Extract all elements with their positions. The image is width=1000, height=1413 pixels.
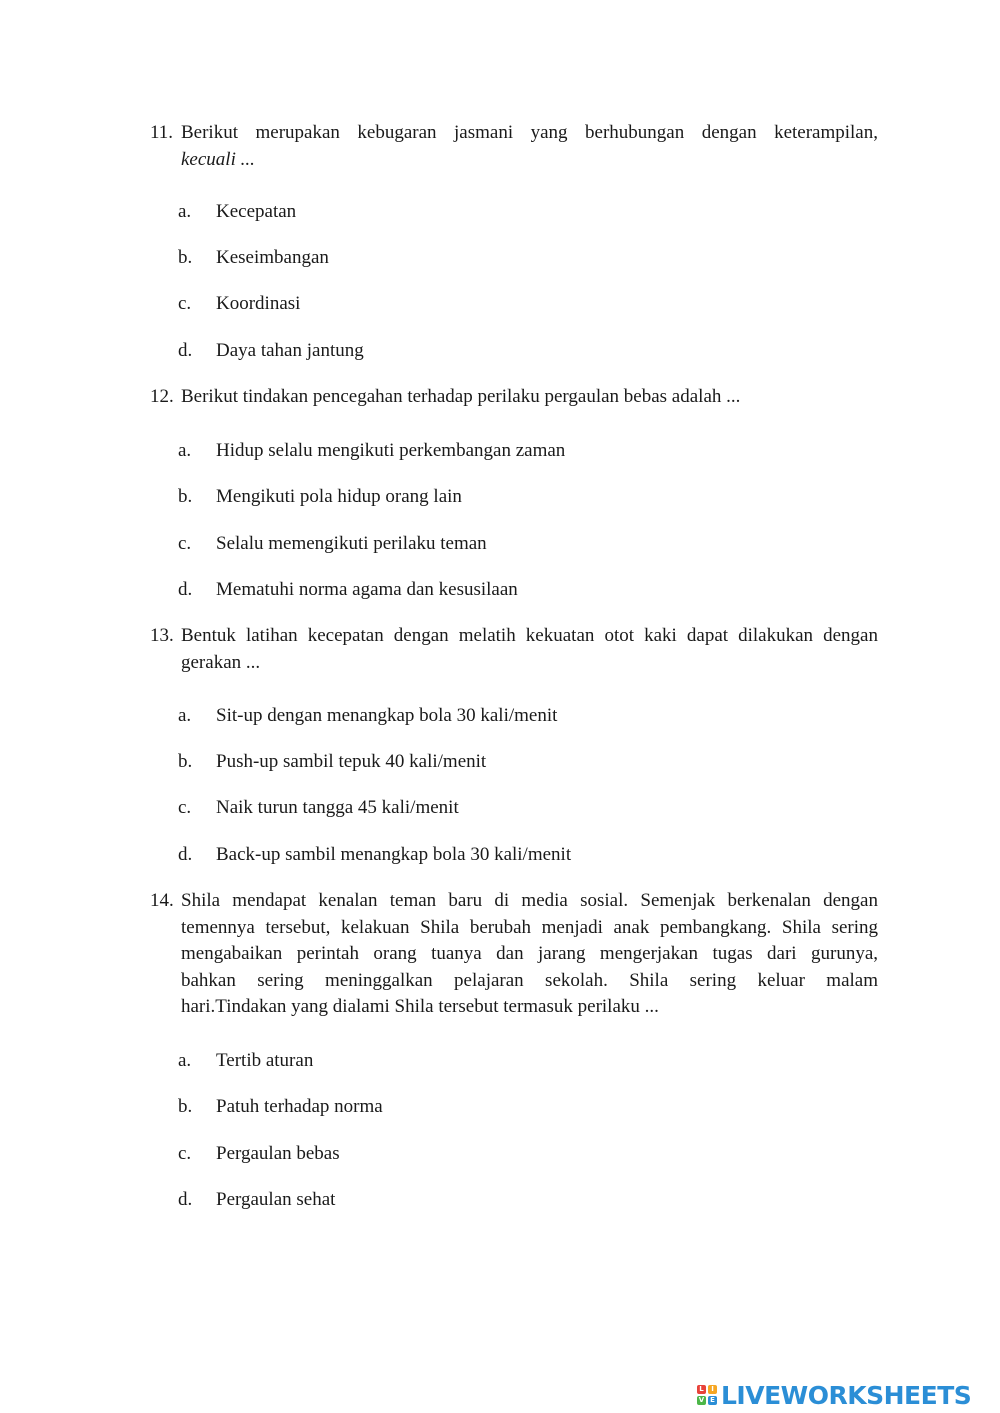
question-stem-line: Berikut tindakan pencegahan terhadap perilaku pergaulan bebas adalah ... <box>181 386 741 407</box>
option-letter: b. <box>178 751 193 772</box>
question-stem <box>181 120 878 173</box>
option-letter: a. <box>178 705 192 726</box>
question-number: 13. <box>150 625 174 646</box>
question-stem-line: hari.Tindakan yang dialami Shila tersebut termasuk perilaku ... <box>181 996 659 1017</box>
option-text: Push-up sambil tepuk 40 kali/menit <box>216 751 487 772</box>
option-text: Koordinasi <box>216 293 301 314</box>
option-text: Naik turun tangga 45 kali/menit <box>216 797 459 818</box>
option-text: Pergaulan sehat <box>216 1189 336 1210</box>
question-12 <box>150 384 878 411</box>
option-text: Selalu memengikuti perilaku teman <box>216 533 487 554</box>
liveworksheets-logo-icon <box>697 1385 717 1405</box>
option-text: Back-up sambil menangkap bola 30 kali/menit <box>216 844 572 865</box>
option-11-c[interactable] <box>178 291 300 317</box>
option-text: Hidup selalu mengikuti perkembangan zaman <box>216 440 566 461</box>
question-stem <box>181 384 878 411</box>
option-letter: a. <box>178 440 192 461</box>
option-13-c[interactable] <box>178 795 459 821</box>
logo-icon-tile: E <box>708 1396 717 1405</box>
option-letter: d. <box>178 1189 193 1210</box>
liveworksheets-logo[interactable] <box>697 1380 971 1410</box>
option-letter: c. <box>178 533 192 554</box>
logo-icon-tile: V <box>698 1396 705 1404</box>
option-text: Mematuhi norma agama dan kesusilaan <box>216 579 518 600</box>
question-stem-line: temennya tersebut, kelakuan Shila berubah menjadi anak pembangkang. Shila sering <box>181 916 878 938</box>
logo-icon-tile: L <box>697 1385 706 1394</box>
option-13-d[interactable] <box>178 842 571 868</box>
question-stem-line: bahkan sering meninggalkan pelajaran sekolah. Shila sering keluar malam <box>181 969 878 991</box>
option-letter: a. <box>178 1050 192 1071</box>
option-11-b[interactable] <box>178 245 329 271</box>
question-stem-line: Bentuk latihan kecepatan dengan melatih kekuatan otot kaki dapat dilakukan dengan <box>181 625 878 646</box>
option-14-b[interactable] <box>178 1094 383 1120</box>
question-number: 14. <box>150 890 174 911</box>
option-text: Keseimbangan <box>216 247 329 268</box>
question-stem-line: gerakan ... <box>181 651 261 673</box>
option-14-a[interactable] <box>178 1048 313 1074</box>
option-letter: d. <box>178 340 193 361</box>
question-stem-italic: kecuali ... <box>181 148 255 170</box>
option-letter: c. <box>178 1143 192 1164</box>
option-letter: b. <box>178 486 193 507</box>
logo-icon-tile: I <box>708 1385 717 1394</box>
liveworksheets-logo-text: LIVEWORKSHEETS <box>721 1380 972 1410</box>
option-letter: b. <box>178 1096 193 1117</box>
question-number: 11. <box>150 122 174 143</box>
question-number: 12. <box>150 386 174 407</box>
option-14-d[interactable] <box>178 1187 335 1213</box>
question-13 <box>150 623 878 676</box>
option-letter: c. <box>178 293 192 314</box>
option-11-a[interactable] <box>178 199 296 225</box>
option-letter: c. <box>178 797 192 818</box>
option-letter: d. <box>178 844 193 865</box>
option-letter: a. <box>178 201 192 222</box>
question-stem-line: Berikut merupakan kebugaran jasmani yang berhubungan dengan keterampilan, <box>181 122 878 143</box>
question-stem <box>181 888 878 1021</box>
option-text: Sit-up dengan menangkap bola 30 kali/menit <box>216 705 558 726</box>
question-11 <box>150 120 878 173</box>
question-stem-line: Shila mendapat kenalan teman baru di media sosial. Semenjak berkenalan dengan <box>181 890 878 911</box>
option-13-b[interactable] <box>178 749 486 775</box>
option-text: Pergaulan bebas <box>216 1143 340 1164</box>
question-stem <box>181 623 878 676</box>
option-13-a[interactable] <box>178 703 557 729</box>
option-12-b[interactable] <box>178 484 462 510</box>
option-text: Daya tahan jantung <box>216 340 364 361</box>
option-11-d[interactable] <box>178 338 364 364</box>
option-text: Kecepatan <box>216 201 297 222</box>
option-letter: b. <box>178 247 193 268</box>
option-text: Patuh terhadap norma <box>216 1096 383 1117</box>
option-14-c[interactable] <box>178 1141 340 1167</box>
option-text: Tertib aturan <box>216 1050 314 1071</box>
option-text: Mengikuti pola hidup orang lain <box>216 486 462 507</box>
option-letter: d. <box>178 579 193 600</box>
option-12-d[interactable] <box>178 577 518 603</box>
option-12-c[interactable] <box>178 531 487 557</box>
option-12-a[interactable] <box>178 438 565 464</box>
question-14 <box>150 888 878 1021</box>
question-stem-line: mengabaikan perintah orang tuanya dan jarang mengerjakan tugas dari gurunya, <box>181 943 878 964</box>
